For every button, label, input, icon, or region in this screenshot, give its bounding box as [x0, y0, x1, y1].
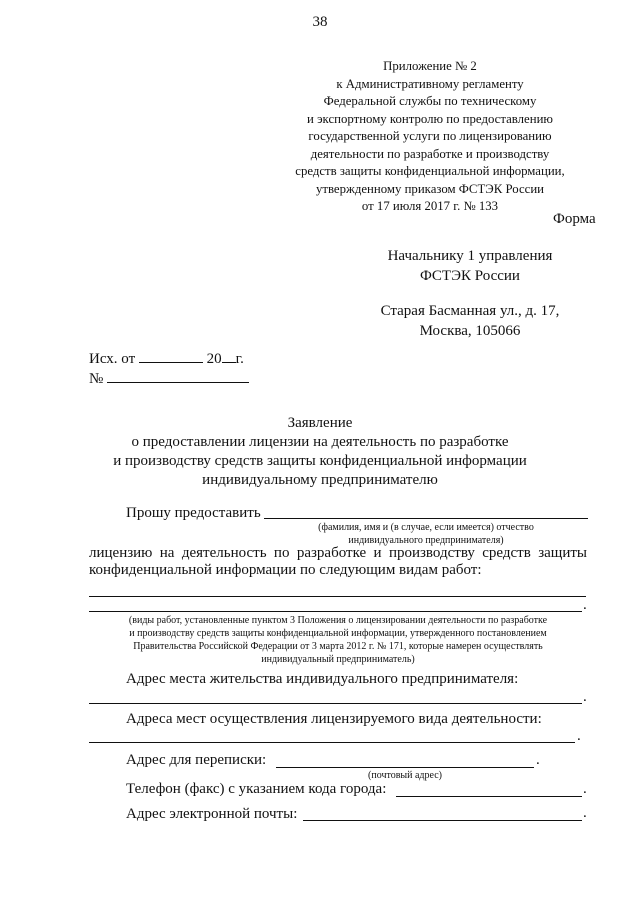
- activity-label: Адреса мест осуществления лицензируемого вида деятельности:: [126, 711, 542, 727]
- correspondence-field-period: .: [536, 752, 540, 768]
- appendix-line: утвержденному приказом ФСТЭК России: [315, 181, 545, 196]
- appendix-header: [290, 58, 570, 216]
- outgoing-ref-label: Исх. от: [89, 351, 136, 367]
- title-line: индивидуальному предпринимателю: [202, 472, 438, 488]
- correspondence-field[interactable]: [276, 767, 534, 768]
- outgoing-number-row: [89, 368, 249, 388]
- outgoing-year-prefix: 20: [206, 351, 222, 367]
- addressee-line: ФСТЭК России: [420, 268, 520, 284]
- addressee-line: Старая Басманная ул., д. 17,: [380, 303, 560, 319]
- outgoing-number-field[interactable]: [107, 368, 249, 383]
- phone-field[interactable]: [396, 796, 582, 797]
- license-text-line1: лицензию на деятельность по разработке и производству средств защиты: [89, 545, 587, 561]
- note-line: Правительства Российской Федерации от 3 марта 2012 г. № 171, которые намерен осуществлять: [133, 641, 543, 652]
- residence-field[interactable]: [89, 703, 582, 704]
- works-note: [89, 614, 587, 666]
- appendix-line: Приложение № 2: [383, 59, 477, 73]
- activity-field-period: .: [577, 728, 581, 744]
- email-label: Адрес электронной почты:: [126, 806, 298, 822]
- form-label: Форма: [553, 211, 596, 227]
- applicant-name-field[interactable]: [264, 518, 588, 519]
- license-text-line2: конфиденциальной информации по следующим видам работ:: [89, 562, 482, 578]
- correspondence-label: Адрес для переписки:: [126, 752, 267, 768]
- works-field-period: .: [583, 597, 587, 613]
- appendix-line: средств защиты конфиденциальной информации,: [295, 164, 565, 178]
- appendix-line: к Административному регламенту: [336, 76, 524, 91]
- title-line: Заявление: [287, 415, 353, 431]
- appendix-line: Федеральной службы по техническому: [323, 94, 537, 108]
- applicant-name-note: [264, 521, 588, 547]
- outgoing-date-row: [89, 348, 244, 368]
- note-line: и производству средств защиты конфиденциальной информации, утвержденного постановлением: [129, 628, 547, 639]
- note-line: индивидуального предпринимателя): [348, 535, 504, 546]
- residence-field-period: .: [583, 689, 587, 705]
- note-line: (фамилия, имя и (в случае, если имеется) отчество: [318, 522, 534, 533]
- note-line: индивидуальный предприниматель): [261, 654, 415, 665]
- phone-label: Телефон (факс) с указанием кода города:: [126, 781, 387, 797]
- works-field-line2[interactable]: [89, 611, 582, 612]
- title-line: о предоставлении лицензии на деятельность по разработке: [131, 434, 509, 450]
- works-field-line1[interactable]: [89, 596, 586, 597]
- activity-field[interactable]: [89, 742, 575, 743]
- addressee-address: [370, 301, 570, 341]
- outgoing-number-label: №: [89, 371, 104, 387]
- correspondence-note: (почтовый адрес): [368, 770, 442, 781]
- note-line: (виды работ, установленные пунктом 3 Положения о лицензировании деятельности по разработке: [128, 615, 548, 626]
- email-field[interactable]: [303, 820, 582, 821]
- addressee-title: [370, 246, 570, 286]
- residence-label: Адрес места жительства индивидуального предпринимателя:: [126, 671, 519, 687]
- appendix-line: и экспортному контролю по предоставлению: [307, 111, 553, 126]
- addressee-line: Москва, 105066: [419, 323, 521, 339]
- outgoing-year-suffix: г.: [235, 351, 244, 367]
- addressee-line: Начальнику 1 управления: [387, 248, 553, 264]
- appendix-line: деятельности по разработке и производству: [310, 146, 550, 161]
- page-number: 38: [312, 14, 328, 30]
- outgoing-year-field[interactable]: [222, 348, 236, 363]
- outgoing-date-field[interactable]: [139, 348, 203, 363]
- title-line: и производству средств защиты конфиденциальной информации: [113, 453, 527, 469]
- request-label: Прошу предоставить: [126, 505, 261, 521]
- phone-field-period: .: [583, 781, 587, 797]
- email-field-period: .: [583, 805, 587, 821]
- appendix-line: государственной услуги по лицензированию: [308, 129, 552, 143]
- appendix-line: от 17 июля 2017 г. № 133: [361, 199, 499, 213]
- document-title: [0, 414, 640, 490]
